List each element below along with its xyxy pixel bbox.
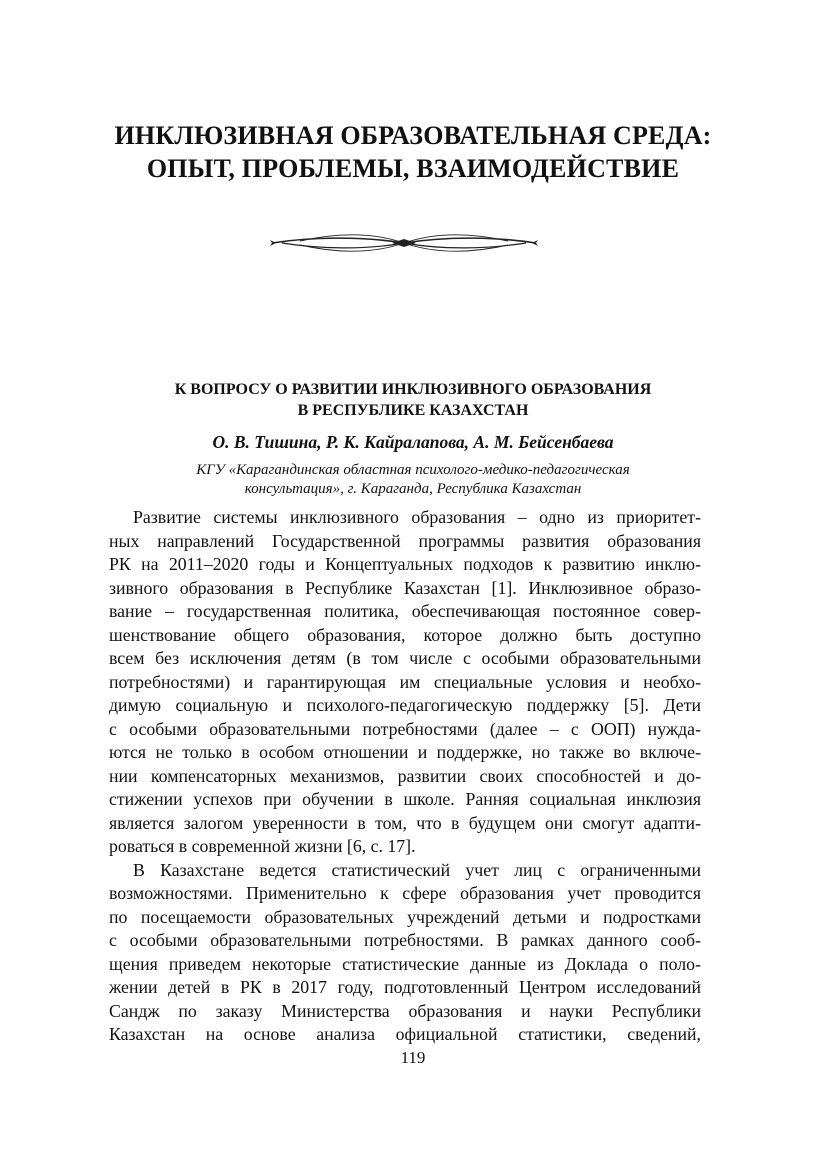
- article-title-line: К ВОПРОСУ О РАЗВИТИИ ИНКЛЮЗИВНОГО ОБРАЗОВАНИЯ: [174, 381, 652, 398]
- article-affiliation: [100, 461, 726, 499]
- article-body: [109, 506, 701, 1047]
- paragraph-line: Казахстан на основе анализа официальной статистики, сведений,: [109, 1024, 701, 1044]
- paragraph: [109, 859, 701, 1047]
- paragraph-line: роваться в современной жизни [6, с. 17].: [109, 836, 416, 856]
- article-title: [100, 379, 726, 421]
- paragraph-line: щения приведем некоторые статистические данные из Доклада о поло-: [109, 953, 701, 974]
- paragraph-line: возможностями. Применительно к сфере образования учет проводится: [109, 883, 701, 903]
- paragraph-line: ных направлений Государственной программы развития образования: [109, 530, 701, 551]
- paragraph-line: с особыми образовательными потребностями (далее – с ООП) нужда-: [109, 718, 701, 739]
- article-authors: О. В. Тишина, Р. К. Кайралапова, А. М. Бейсенбаева: [212, 432, 614, 452]
- article-title-line: В РЕСПУБЛИКЕ КАЗАХСТАН: [297, 402, 529, 419]
- ornament-divider-icon: [270, 228, 538, 258]
- paragraph-line: РК на 2011–2020 годы и Концептуальных подходов к развитию инклю-: [109, 554, 701, 574]
- paragraph-line: стижении успехов при обучении в школе. Ранняя социальная инклюзия: [109, 789, 701, 809]
- paragraph-line: по посещаемости образовательных учреждений детьми и подростками: [109, 906, 701, 927]
- paragraph-line: димую социальную и психолого-педагогическую поддержку [5]. Дети: [109, 695, 701, 715]
- affiliation-line: КГУ «Карагандинская областная психолого-медико-педагогическая: [196, 462, 630, 478]
- paragraph: [109, 506, 701, 859]
- paragraph-line: Сандж по заказу Министерства образования и науки Республики: [109, 1000, 701, 1021]
- paragraph-line: шенствование общего образования, которое должно быть доступно: [109, 624, 701, 645]
- paragraph-line: является залогом уверенности в том, что в будущем они смогут адапти-: [109, 812, 701, 833]
- paragraph-line: ются не только в особом отношении и поддержке, но также во включе-: [109, 742, 701, 762]
- page-number: 119: [400, 1048, 426, 1067]
- paragraph-line: жении детей в РК в 2017 году, подготовленный Центром исследований: [109, 977, 701, 997]
- section-title: [80, 119, 746, 185]
- paragraph-line: вание – государственная политика, обеспечивающая постоянное совер-: [109, 601, 701, 621]
- paragraph-line: Развитие системы инклюзивного образования – одно из приоритет-: [133, 507, 701, 527]
- paragraph-line: В Казахстане ведется статистический учет лиц с ограниченными: [133, 859, 701, 880]
- section-title-line: ИНКЛЮЗИВНАЯ ОБРАЗОВАТЕЛЬНАЯ СРЕДА:: [114, 121, 712, 150]
- paragraph-line: зивного образования в Республике Казахстан [1]. Инклюзивное образо-: [109, 577, 701, 598]
- affiliation-line: консультация», г. Караганда, Республика Казахстан: [244, 481, 582, 497]
- paragraph-line: потребностями) и гарантирующая им специальные условия и необхо-: [109, 671, 701, 692]
- paragraph-line: всем без исключения детям (в том числе с особыми образовательными: [109, 648, 701, 668]
- paragraph-line: нии компенсаторных механизмов, развитии своих способностей и до-: [109, 765, 701, 786]
- paragraph-line: с особыми образовательными потребностями. В рамках данного сооб-: [109, 930, 701, 950]
- section-title-line: ОПЫТ, ПРОБЛЕМЫ, ВЗАИМОДЕЙСТВИЕ: [146, 154, 680, 183]
